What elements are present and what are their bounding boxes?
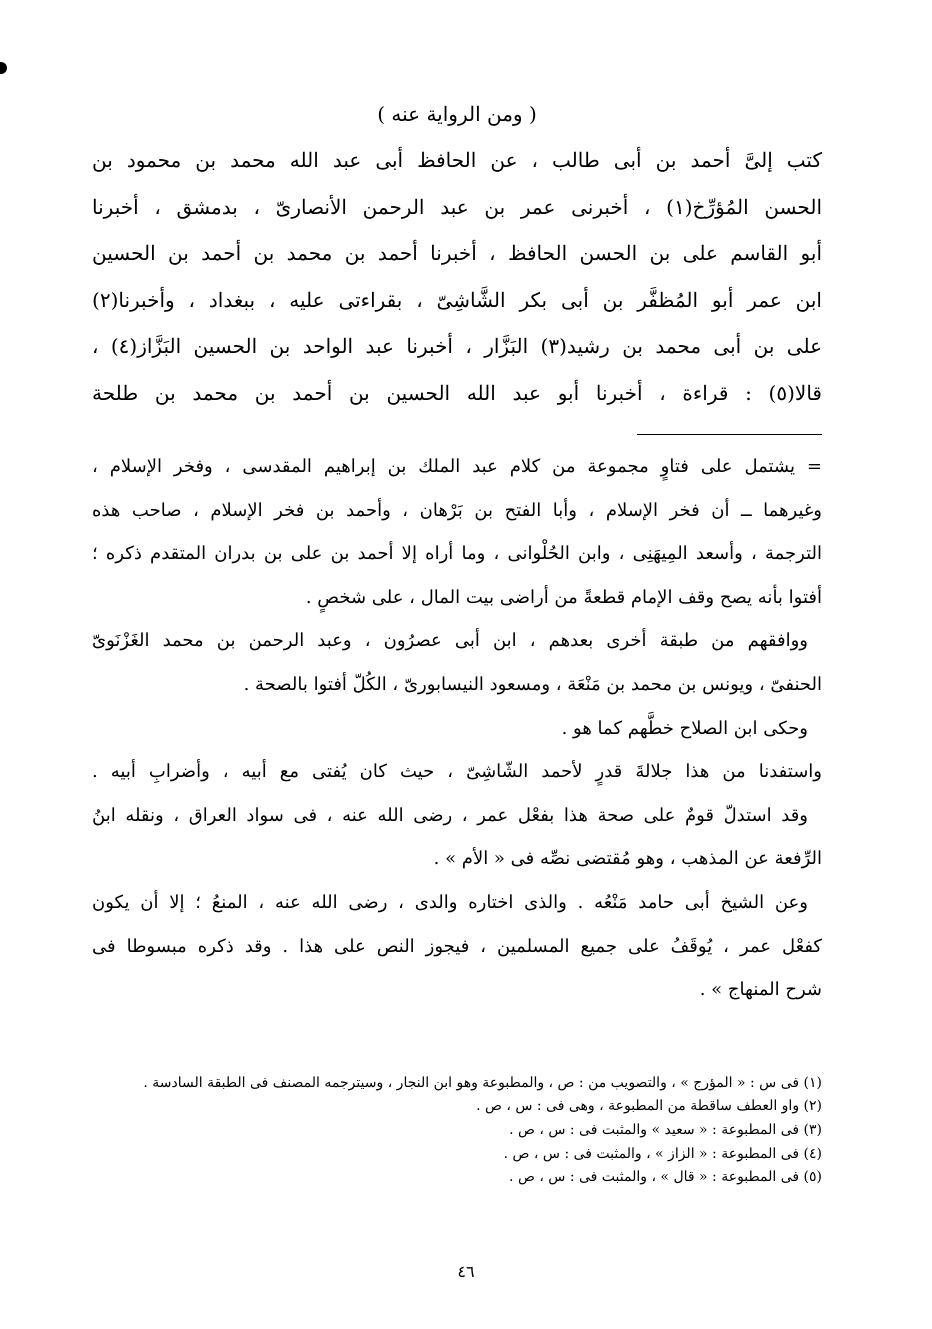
main-text: [92, 137, 822, 416]
main-line: كتب إلىَّ أحمد بن أبى طالب ، عن الحافظ أبى عبد الله محمد بن محمود بن: [92, 148, 822, 172]
footnote-body-line: وحكى ابن الصلاح خطَّهم كما هو .: [561, 717, 808, 739]
footnote-body-line: الرِّفعة عن المذهب ، وهو مُقتضى نصِّه فى « الأم » .: [433, 848, 822, 870]
footnote-body-line: وغيرهما ــ أن فخر الإسلام ، وأبا الفتح بن بَرْهان ، وأحمد بن فخر الإسلام ، صاحب هذه: [92, 499, 822, 521]
footnote-item: (٢) واو العطف ساقطة من المطبوعة ، وهى فى : س ، ص .: [476, 1098, 822, 1115]
footnote-body-line: كفعْل عمر ، يُوقَفُ على جميع المسلمين ، فيجوز النص على هذا . وقد ذكره مبسوطا فى: [92, 935, 822, 957]
footnote-body-line: الترجمة ، وأسعد المِيهَنِى ، وابن الحُلْوانى ، وما أراه إلا أحمد بن على بن بدران المتقدم ذكره ؛: [92, 543, 822, 565]
footnote-item: (٣) فى المطبوعة : « سعيد » والمثبت فى : س ، ص .: [509, 1121, 822, 1138]
footnote-body-line: أفتوا بأنه يصح وقف الإمام قطعةً من أراضى بيت المال ، على شخصٍ .: [305, 586, 822, 608]
footnote-item: (١) فى س : « المؤرج » ، والتصويب من : ص ، والمطبوعة وهو ابن النجار ، وسيترجمه المصنف فى الطبقة السادسة .: [143, 1074, 822, 1091]
footnote-separator: [637, 434, 822, 435]
footnote-continuation: [92, 445, 822, 1012]
page-number: ٤٦: [457, 1262, 475, 1281]
main-line: الحسن المُؤرِّخ(١) ، أخبرنى عمر بن عبد الرحمن الأنصارىّ ، بدمشق ، أخبرنا: [92, 194, 822, 219]
footnote-item: (٥) فى المطبوعة : « قال » ، والمثبت فى : س ، ص .: [509, 1169, 822, 1186]
footnote-body-line: ووافقهم من طبقة أخرى بعدهم ، ابن أبى عصرُون ، وعبد الرحمن بن محمد الغَزْنَوىّ: [92, 630, 808, 652]
main-line: ابن عمر أبو المُظفَّر بن أبى بكر الشَّاشِىّ ، بقراءتى عليه ، ببغداد ، وأخبرنا(٢): [92, 287, 822, 312]
footnote-body-line: واستفدنا من هذا جلالةَ قدرٍ لأحمد الشّاشِىّ ، حيث كان يُفتى مع أبيه ، وأضرابِ أبيه .: [92, 761, 822, 783]
footnote-body-line: وقد استدلّ قومٌ على صحة هذا بفعْل عمر ، رضى الله عنه ، فى سواد العراق ، ونقله ابنُ: [92, 804, 808, 826]
footnote-body-line: شرح المنهاج » .: [699, 979, 822, 1001]
page-content: [92, 95, 822, 1295]
main-line: أبو القاسم على بن الحسن الحافظ ، أخبرنا أحمد بن محمد بن أحمد بن الحسين: [92, 241, 822, 265]
footnote-body-line: وعن الشيخ أبى حامد مَنْعُه . والذى اختاره والدى ، رضى الله عنه ، المنعُ ؛ إلا أن يكون: [92, 891, 808, 913]
footnote-item: (٤) فى المطبوعة : « الزاز » ، والمثبت فى : س ، ص .: [503, 1145, 822, 1162]
main-line: قالا(٥) : قراءة ، أخبرنا أبو عبد الله الحسين بن أحمد بن محمد بن طلحة: [92, 380, 822, 405]
footnote-body-line: الحنفىّ ، ويونس بن محمد بن مَنْعَة ، ومسعود النيسابورىّ ، الكُلّ أفتوا بالصحة .: [243, 673, 822, 695]
section-heading: ( ومن الرواية عنه ): [377, 102, 537, 126]
footnote-body-line: = يشتمل على فتاوٍ مجموعة من كلام عبد الملك بن إبراهيم المقدسى ، وفخر الإسلام ،: [92, 456, 822, 477]
main-line: على بن أبى محمد بن رشيد(٣) البَزَّار ، أخبرنا عبد الواحد بن الحسين البَزَّاز(٤) ،: [92, 334, 822, 358]
footnotes: [92, 1072, 822, 1190]
scan-mark: [0, 62, 7, 74]
